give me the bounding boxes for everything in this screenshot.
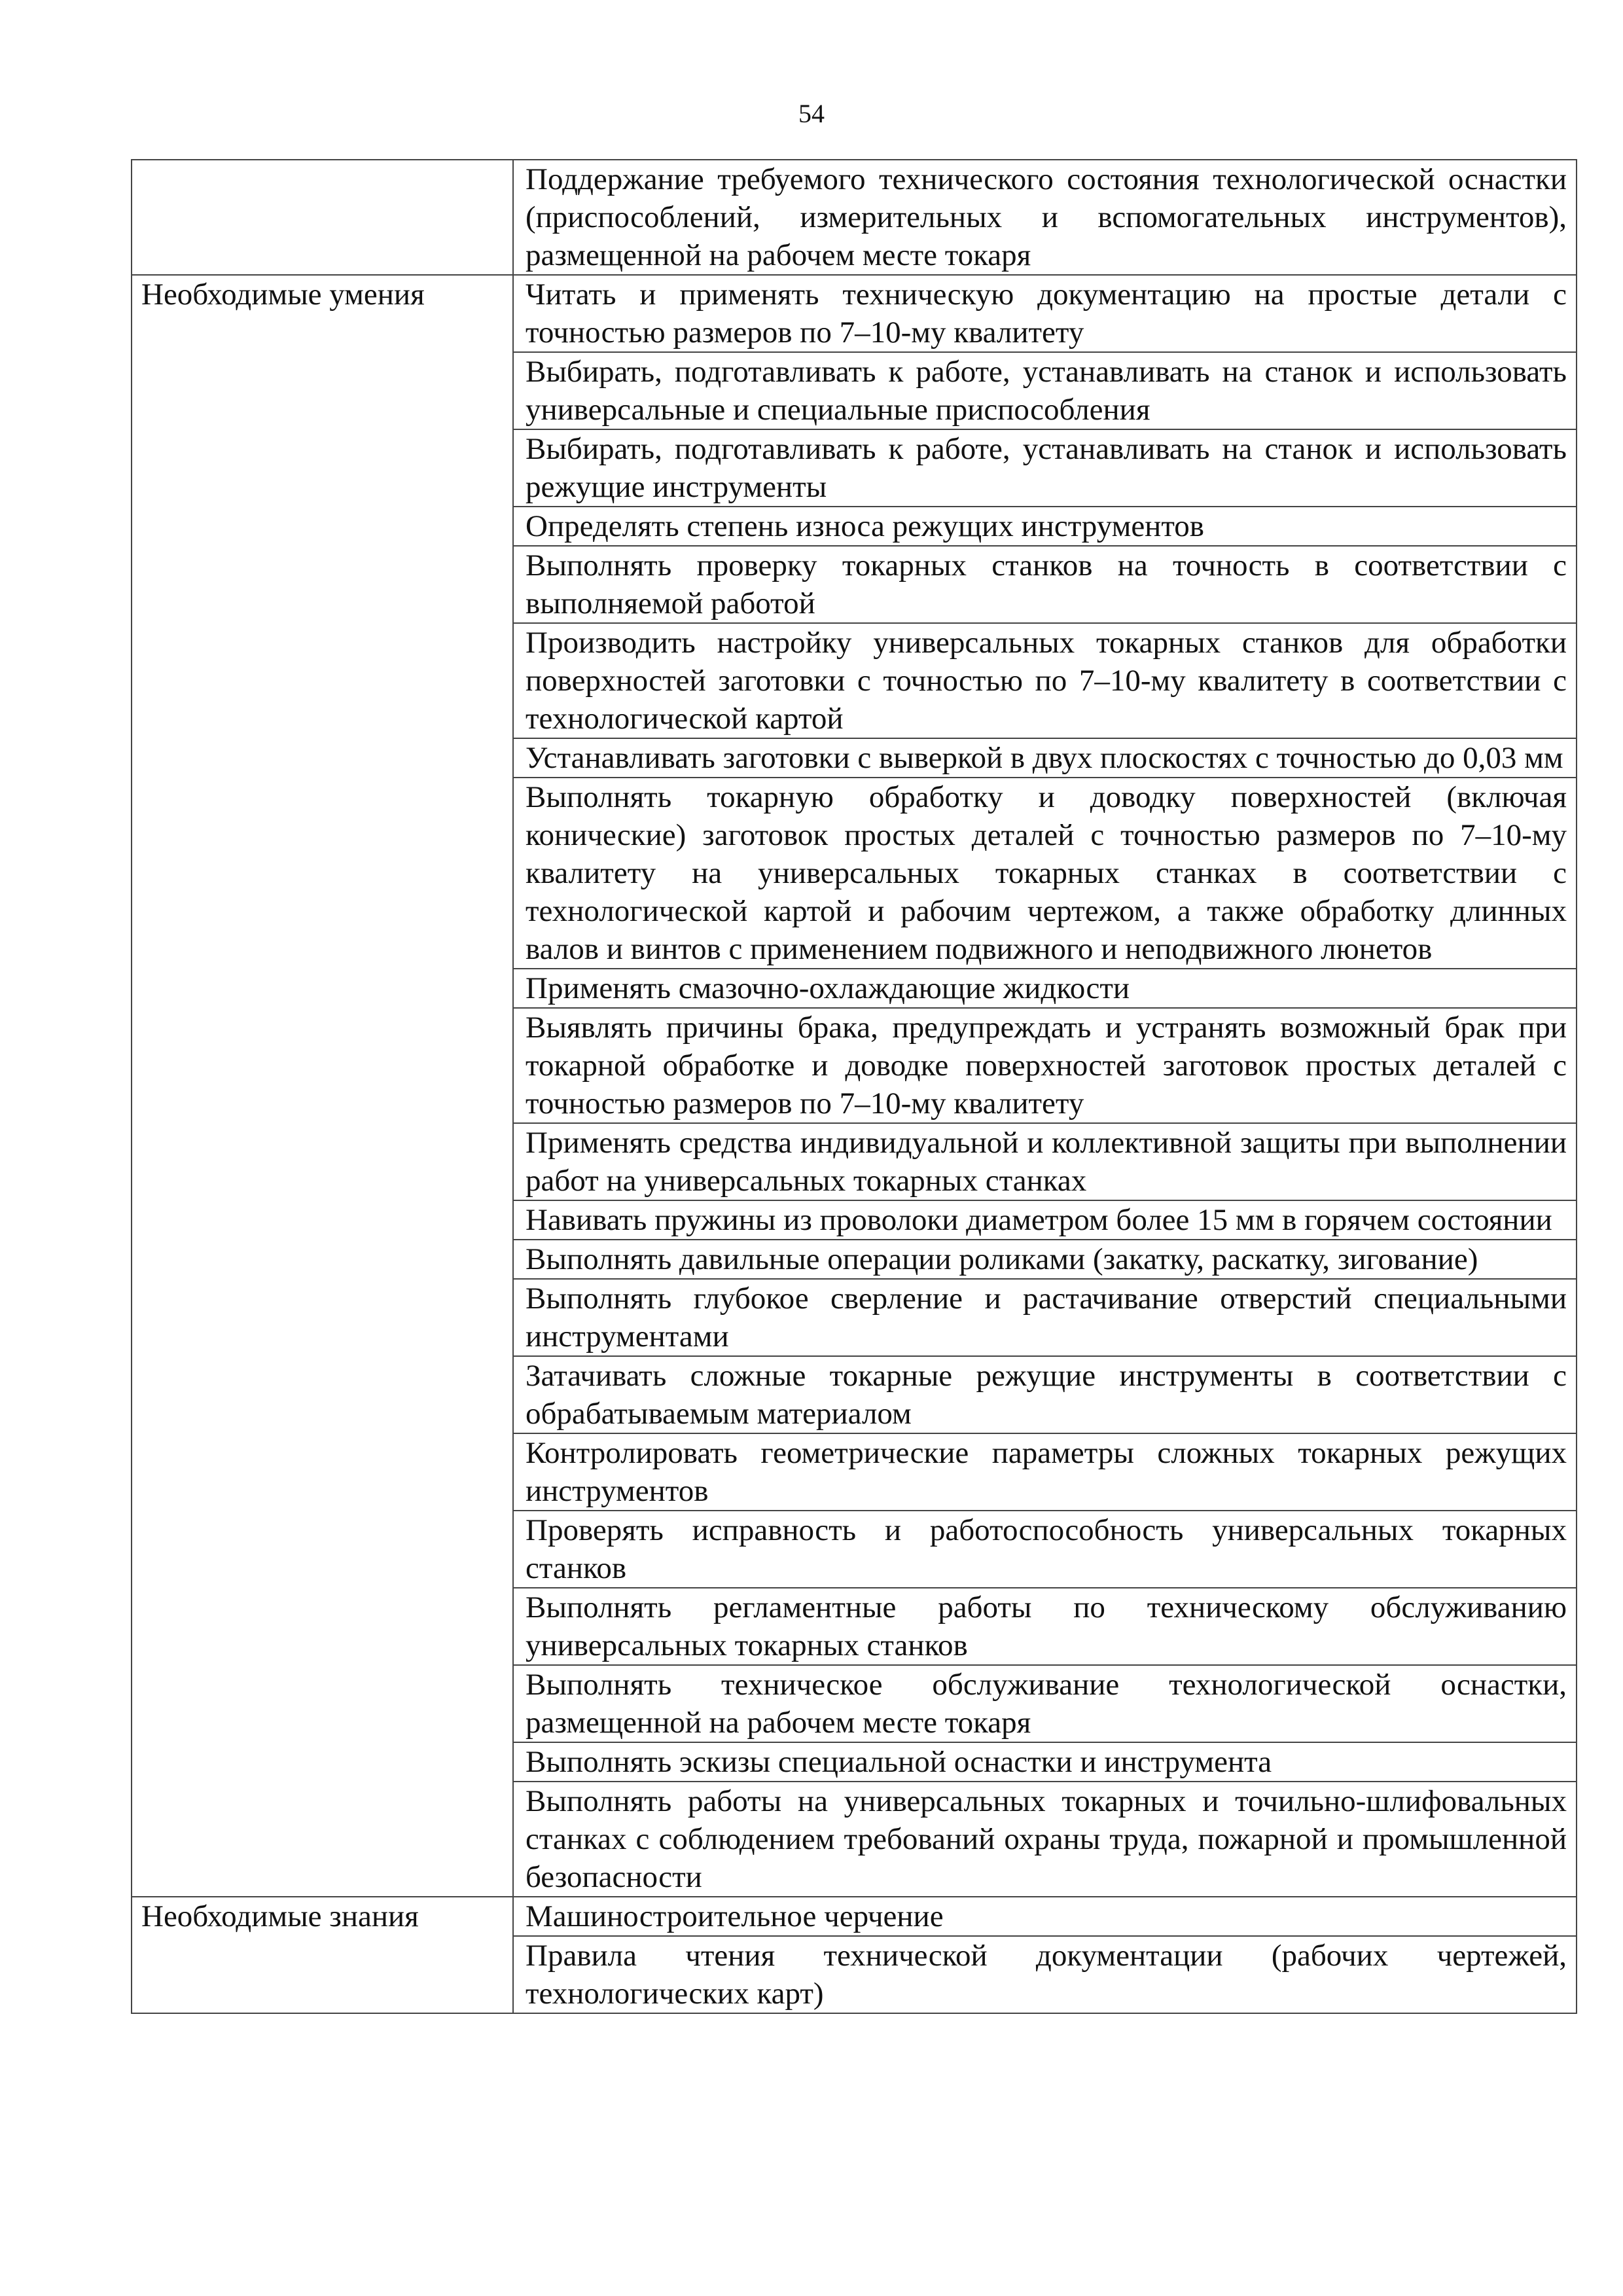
skill-item: Читать и применять техническую документацию на простые детали с точностью размеров по 7–10-му квалитету [513, 275, 1577, 352]
skill-item: Выбирать, подготавливать к работе, устанавливать на станок и использовать универсальные и специальные приспособления [513, 352, 1577, 429]
skill-item: Выполнять проверку токарных станков на точность в соответствии с выполняемой работой [513, 546, 1577, 623]
skill-item: Выполнять глубокое сверление и растачивание отверстий специальными инструментами [513, 1279, 1577, 1356]
skill-item: Производить настройку универсальных токарных станков для обработки поверхностей заготовки с точностью по 7–10-му квалитету в соответствии с технологической картой [513, 623, 1577, 738]
skill-item: Затачивать сложные токарные режущие инструменты в соответствии с обрабатываемым материалом [513, 1356, 1577, 1433]
skill-item: Выполнять регламентные работы по техническому обслуживанию универсальных токарных станков [513, 1588, 1577, 1665]
skill-item: Применять смазочно-охлаждающие жидкости [513, 969, 1577, 1008]
skill-item: Применять средства индивидуальной и коллективной защиты при выполнении работ на универсальных токарных станках [513, 1123, 1577, 1200]
skill-item: Выявлять причины брака, предупреждать и устранять возможный брак при токарной обработке и доводке поверхностей заготовок простых деталей с точностью размеров по 7–10-му квалитету [513, 1008, 1577, 1123]
knowledge-item: Машиностроительное черчение [513, 1897, 1577, 1936]
table-row [132, 1897, 1577, 1936]
knowledge-label: Необходимые знания [132, 1897, 513, 2013]
empty-label-cell [132, 160, 513, 275]
knowledge-item: Правила чтения технической документации (рабочих чертежей, технологических карт) [513, 1936, 1577, 2013]
skill-item: Контролировать геометрические параметры сложных токарных режущих инструментов [513, 1433, 1577, 1511]
skill-item: Выполнять эскизы специальной оснастки и инструмента [513, 1742, 1577, 1782]
skill-item: Выполнять токарную обработку и доводку поверхностей (включая конические) заготовок простых деталей с точностью размеров по 7–10-му квалитету на универсальных токарных станках в соответствии с технологической картой и рабочим чертежом, а также обработку длинных валов и винтов с применением подвижного и неподвижного люнетов [513, 778, 1577, 969]
page-number: 54 [798, 99, 825, 128]
skill-item: Навивать пружины из проволоки диаметром более 15 мм в горячем состоянии [513, 1200, 1577, 1240]
skill-item: Устанавливать заготовки с выверкой в двух плоскостях с точностью до 0,03 мм [513, 738, 1577, 778]
skill-item: Выполнять работы на универсальных токарных и точильно-шлифовальных станках с соблюдением требований охраны труда, пожарной и промышленной безопасности [513, 1782, 1577, 1897]
table-row [132, 275, 1577, 352]
skill-item: Определять степень износа режущих инструментов [513, 507, 1577, 546]
continued-item: Поддержание требуемого технического состояния технологической оснастки (приспособлений, измерительных и вспомогательных инструментов), размещенной на рабочем месте токаря [513, 160, 1577, 275]
skill-item: Выполнять техническое обслуживание технологической оснастки, размещенной на рабочем месте токаря [513, 1665, 1577, 1742]
skills-label: Необходимые умения [132, 275, 513, 1897]
requirements-table [131, 159, 1577, 2014]
skill-item: Выбирать, подготавливать к работе, устанавливать на станок и использовать режущие инструменты [513, 429, 1577, 507]
skill-item: Проверять исправность и работоспособность универсальных токарных станков [513, 1511, 1577, 1588]
skill-item: Выполнять давильные операции роликами (закатку, раскатку, зигование) [513, 1240, 1577, 1279]
table-row [132, 160, 1577, 275]
